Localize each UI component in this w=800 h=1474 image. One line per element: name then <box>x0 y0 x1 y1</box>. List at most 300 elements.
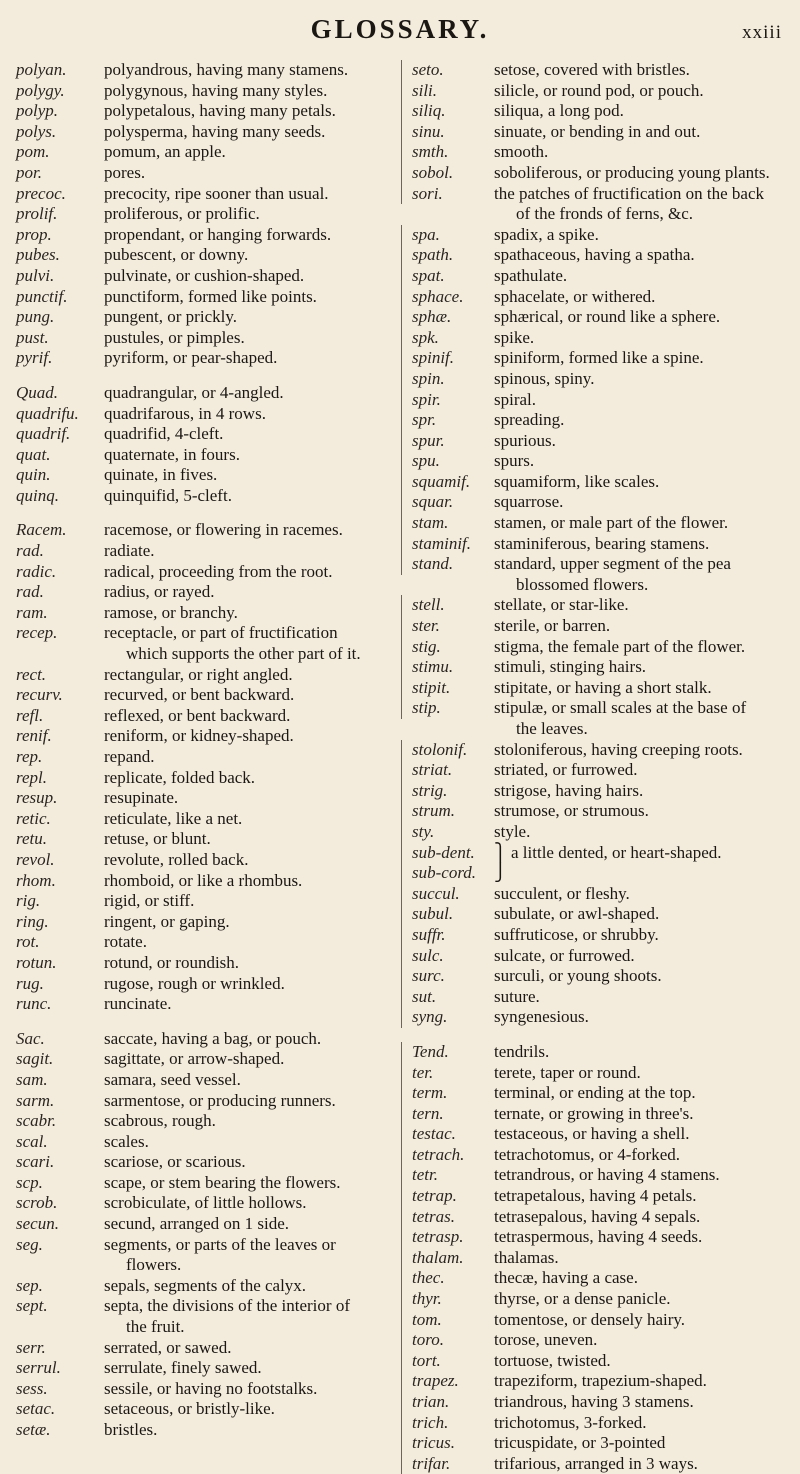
glossary-entry <box>401 1063 794 1084</box>
entry-definition <box>104 1235 401 1276</box>
entry-definition <box>104 768 401 789</box>
entry-abbreviation: sarm. <box>16 1090 55 1110</box>
definition-text: triandrous, having 3 stamens. <box>494 1392 694 1411</box>
definition-text: sphacelate, or withered. <box>494 286 656 306</box>
entry-abbreviation: surc. <box>401 966 494 987</box>
glossary-left-column <box>8 60 401 1474</box>
entry-abbreviation: trifar. <box>401 1454 494 1474</box>
glossary-entry <box>401 925 794 946</box>
definition-text: syngenesious. <box>494 1007 589 1027</box>
entry-abbreviation: punctif. <box>16 286 68 306</box>
entry-definition <box>494 287 794 308</box>
definition-text: rhomboid, or like a rhombus. <box>104 870 303 890</box>
glossary-entry <box>8 768 401 789</box>
entry-abbreviation: secun. <box>16 1214 59 1234</box>
entry-definition <box>104 953 401 974</box>
definition-text: tomentose, or densely hairy. <box>494 1309 686 1329</box>
glossary-entry <box>401 884 794 905</box>
glossary-entry <box>8 850 401 871</box>
page-header <box>0 14 800 54</box>
glossary-entry <box>401 184 794 225</box>
entry-abbreviation: stimu. <box>401 657 494 678</box>
entry-definition <box>104 582 401 603</box>
entry-definition <box>494 987 794 1008</box>
glossary-entry <box>401 781 794 802</box>
entry-abbreviation: sphæ. <box>401 307 494 328</box>
entry-definition <box>104 994 401 1015</box>
entry-abbreviation: precoc. <box>16 183 66 203</box>
page-title: GLOSSARY. <box>310 14 490 44</box>
definition-text: smooth. <box>494 142 549 162</box>
definition-text: testaceous, or having a shell. <box>494 1124 690 1144</box>
entry-definition <box>494 863 794 884</box>
glossary-entry <box>8 101 401 122</box>
glossary-entry <box>8 307 401 328</box>
entry-definition <box>494 1124 794 1145</box>
entry-abbreviation: stip. <box>401 698 494 719</box>
definition-text: setaceous, or bristly-like. <box>104 1399 275 1419</box>
entry-abbreviation: sept. <box>16 1296 48 1316</box>
definition-text: tendrils. <box>494 1041 550 1061</box>
definition-text: rugose, rough or wrinkled. <box>104 973 285 993</box>
definition-text: torose, uneven. <box>494 1330 598 1350</box>
entry-definition <box>494 822 794 843</box>
glossary-entry <box>401 1330 794 1351</box>
glossary-entry <box>8 404 401 425</box>
entry-definition <box>104 101 401 122</box>
entry-definition <box>494 163 794 184</box>
definition-text: spurs. <box>494 451 535 471</box>
entry-abbreviation: sep. <box>16 1275 43 1295</box>
entry-definition <box>104 932 401 953</box>
entry-abbreviation: tom. <box>401 1310 494 1331</box>
glossary-entry <box>401 287 794 308</box>
entry-abbreviation: tetras. <box>401 1207 494 1228</box>
glossary-entry <box>8 1049 401 1070</box>
entry-abbreviation: rhom. <box>16 870 56 890</box>
entry-abbreviation: spinif. <box>401 348 494 369</box>
entry-definition <box>494 1392 794 1413</box>
definition-text: saccate, having a bag, or pouch. <box>104 1028 322 1048</box>
entry-abbreviation: succul. <box>401 884 494 905</box>
definition-text: stimuli, stinging hairs. <box>494 657 647 677</box>
glossary-entry <box>401 1371 794 1392</box>
glossary-entry <box>8 348 401 369</box>
definition-text: radius, or rayed. <box>104 582 215 602</box>
definition-text: suture. <box>494 986 540 1006</box>
entry-definition <box>104 685 401 706</box>
glossary-entry <box>8 726 401 747</box>
entry-abbreviation: retic. <box>16 808 51 828</box>
entry-definition <box>494 1248 794 1269</box>
definition-text: radiate. <box>104 541 155 561</box>
glossary-entry <box>8 142 401 163</box>
entry-abbreviation: trapez. <box>401 1371 494 1392</box>
definition-text: pustules, or pimples. <box>104 327 245 347</box>
glossary-entry <box>401 513 794 534</box>
entry-abbreviation: repl. <box>16 767 48 787</box>
definition-text: pores. <box>104 162 146 182</box>
glossary-entry <box>401 1186 794 1207</box>
entry-definition <box>104 184 401 205</box>
glossary-entry <box>8 1111 401 1132</box>
entry-abbreviation: sphace. <box>401 287 494 308</box>
definition-text: propendant, or hanging forwards. <box>104 224 332 244</box>
entry-definition <box>494 1165 794 1186</box>
entry-definition <box>494 925 794 946</box>
entry-definition <box>494 698 794 739</box>
definition-text: secund, arranged on 1 side. <box>104 1214 290 1234</box>
glossary-entry <box>8 1399 401 1420</box>
entry-abbreviation: pyrif. <box>16 348 53 368</box>
glossary-entry <box>401 225 794 246</box>
definition-text: spiral. <box>494 389 537 409</box>
glossary-entry <box>401 657 794 678</box>
definition-text: punctiform, formed like points. <box>104 286 317 306</box>
entry-definition <box>104 142 401 163</box>
definition-text: ⎫ a little dented, or heart-shaped. <box>494 842 722 862</box>
definition-text: spathulate. <box>494 265 568 285</box>
entry-definition <box>104 245 401 266</box>
entry-abbreviation: siliq. <box>401 101 494 122</box>
entry-abbreviation: serr. <box>16 1337 46 1357</box>
glossary-entry <box>401 637 794 658</box>
definition-text: staminiferous, bearing stamens. <box>494 533 710 553</box>
entry-definition <box>494 595 794 616</box>
definition-text: sepals, segments of the calyx. <box>104 1275 307 1295</box>
entry-definition <box>494 1454 794 1474</box>
entry-definition <box>494 1433 794 1454</box>
glossary-entry <box>401 1433 794 1454</box>
entry-definition <box>104 891 401 912</box>
definition-text: revolute, rolled back. <box>104 849 249 869</box>
glossary-entry <box>8 1173 401 1194</box>
entry-definition <box>494 1186 794 1207</box>
definition-text: reniform, or kidney-shaped. <box>104 726 294 746</box>
entry-abbreviation: striat. <box>401 760 494 781</box>
glossary-entry <box>8 328 401 349</box>
definition-text: bristles. <box>104 1420 158 1439</box>
entry-definition <box>104 1193 401 1214</box>
definition-text: polysperma, having many seeds. <box>104 121 326 141</box>
definition-text: suffruticose, or shrubby. <box>494 924 659 944</box>
entry-definition <box>104 665 401 686</box>
entry-abbreviation: testac. <box>401 1124 494 1145</box>
definition-text: segments, or parts of the leaves or <box>104 1234 336 1254</box>
entry-definition <box>104 328 401 349</box>
entry-abbreviation: sori. <box>401 184 494 205</box>
entry-definition <box>104 912 401 933</box>
entry-definition <box>494 1207 794 1228</box>
entry-abbreviation: thalam. <box>401 1248 494 1269</box>
entry-abbreviation: pulvi. <box>16 265 55 285</box>
entry-abbreviation: rad. <box>16 582 44 602</box>
glossary-entry <box>8 204 401 225</box>
entry-definition <box>494 1330 794 1351</box>
glossary-entry <box>8 891 401 912</box>
entry-definition <box>104 829 401 850</box>
entry-definition <box>104 163 401 184</box>
entry-abbreviation: Sac. <box>16 1028 45 1048</box>
glossary-entry <box>401 472 794 493</box>
definition-text: ternate, or growing in three's. <box>494 1103 694 1123</box>
entry-definition <box>104 1276 401 1297</box>
definition-text: squarrose. <box>494 492 564 512</box>
entry-definition <box>494 225 794 246</box>
glossary-entry <box>8 486 401 507</box>
entry-abbreviation: scp. <box>16 1172 43 1192</box>
entry-definition <box>494 534 794 555</box>
glossary-entry <box>401 1124 794 1145</box>
entry-abbreviation: pung. <box>16 307 55 327</box>
glossary-entry <box>401 678 794 699</box>
glossary-entry <box>8 974 401 995</box>
entry-definition <box>494 1227 794 1248</box>
glossary-entry <box>8 1152 401 1173</box>
entry-definition <box>494 60 794 81</box>
entry-definition <box>494 1042 794 1063</box>
entry-definition <box>494 266 794 287</box>
glossary-entry <box>401 698 794 739</box>
definition-text: sessile, or having no footstalks. <box>104 1378 318 1398</box>
glossary-entry <box>401 1042 794 1063</box>
entry-abbreviation: rotun. <box>16 952 57 972</box>
entry-definition <box>104 81 401 102</box>
glossary-entry <box>8 809 401 830</box>
entry-definition <box>104 287 401 308</box>
entry-abbreviation: quat. <box>16 444 51 464</box>
glossary-entry <box>8 1276 401 1297</box>
entry-definition <box>104 541 401 562</box>
glossary-entry <box>8 953 401 974</box>
definition-text: resupinate. <box>104 788 179 808</box>
entry-definition <box>104 266 401 287</box>
entry-definition <box>494 513 794 534</box>
glossary-entry <box>401 1454 794 1474</box>
entry-abbreviation: Tend. <box>401 1042 494 1063</box>
entry-definition <box>494 1007 794 1028</box>
glossary-entry <box>401 987 794 1008</box>
definition-text: pungent, or prickly. <box>104 307 237 327</box>
entry-definition <box>494 431 794 452</box>
definition-text: standard, upper segment of the pea <box>494 554 731 574</box>
entry-abbreviation: sagit. <box>16 1049 54 1069</box>
entry-abbreviation: sut. <box>401 987 494 1008</box>
entry-definition <box>104 307 401 328</box>
entry-definition <box>104 1091 401 1112</box>
entry-abbreviation: spur. <box>401 431 494 452</box>
entry-definition <box>104 445 401 466</box>
glossary-entry <box>8 1420 401 1441</box>
entry-abbreviation: setæ. <box>16 1420 51 1439</box>
glossary-entry <box>401 266 794 287</box>
definition-text: subulate, or awl-shaped. <box>494 904 660 924</box>
entry-definition <box>494 245 794 266</box>
entry-definition <box>494 369 794 390</box>
glossary-right-column <box>401 60 794 1474</box>
entry-abbreviation: strig. <box>401 781 494 802</box>
definition-text: scape, or stem bearing the flowers. <box>104 1172 341 1192</box>
glossary-entry <box>8 1070 401 1091</box>
entry-definition <box>494 492 794 513</box>
entry-abbreviation: setac. <box>16 1399 56 1419</box>
definition-continuation: the leaves. <box>516 719 588 738</box>
entry-definition <box>494 184 794 225</box>
definition-text: the patches of fructification on the back <box>494 183 764 203</box>
definition-continuation: flowers. <box>126 1255 182 1275</box>
entry-abbreviation: tetrach. <box>401 1145 494 1166</box>
definition-text: surculi, or young shoots. <box>494 966 662 986</box>
glossary-entry <box>8 81 401 102</box>
entry-abbreviation: spin. <box>401 369 494 390</box>
entry-definition <box>104 60 401 81</box>
definition-text: soboliferous, or producing young plants. <box>494 162 770 182</box>
glossary-entry <box>401 451 794 472</box>
entry-definition <box>104 1152 401 1173</box>
definition-text: tricuspidate, or 3-pointed <box>494 1433 666 1453</box>
entry-definition <box>494 81 794 102</box>
definition-text: tortuose, twisted. <box>494 1350 611 1370</box>
definition-text: radical, proceeding from the root. <box>104 561 333 581</box>
glossary-entry <box>401 554 794 595</box>
definition-text: stoloniferous, having creeping roots. <box>494 739 743 759</box>
glossary-entry <box>8 706 401 727</box>
entry-abbreviation: squar. <box>401 492 494 513</box>
definition-text: runcinate. <box>104 994 172 1014</box>
entry-abbreviation: polys. <box>16 121 57 141</box>
entry-definition <box>104 520 401 541</box>
definition-text: stipitate, or having a short stalk. <box>494 677 712 697</box>
entry-abbreviation: polyan. <box>16 60 67 79</box>
definition-text: stipulæ, or small scales at the base of <box>494 698 747 718</box>
glossary-entry <box>8 383 401 404</box>
definition-text: spreading. <box>494 410 565 430</box>
definition-text: pulvinate, or cushion-shaped. <box>104 265 305 285</box>
glossary-entry <box>8 747 401 768</box>
glossary-entry <box>8 1132 401 1153</box>
definition-text: spurious. <box>494 430 556 450</box>
definition-text: sinuate, or bending in and out. <box>494 121 701 141</box>
glossary-entry <box>8 788 401 809</box>
definition-text: trapeziform, trapezium-shaped. <box>494 1371 707 1391</box>
glossary-entry <box>8 1091 401 1112</box>
definition-continuation: which supports the other part of it. <box>126 644 361 664</box>
entry-definition <box>104 1296 401 1337</box>
entry-abbreviation: rot. <box>16 932 40 952</box>
definition-text: rectangular, or right angled. <box>104 664 293 684</box>
glossary-entry <box>8 541 401 562</box>
entry-abbreviation: spat. <box>401 266 494 287</box>
glossary-entry <box>401 369 794 390</box>
glossary-entry <box>401 1165 794 1186</box>
glossary-entry <box>401 328 794 349</box>
definition-text: trifarious, arranged in 3 ways. <box>494 1453 698 1473</box>
entry-abbreviation: scari. <box>16 1152 55 1172</box>
definition-text: polypetalous, having many petals. <box>104 101 336 121</box>
entry-abbreviation: stell. <box>401 595 494 616</box>
definition-text: tetrapetalous, having 4 petals. <box>494 1186 697 1206</box>
glossary-entry <box>8 1193 401 1214</box>
glossary-entry <box>401 1413 794 1434</box>
entry-abbreviation: prolif. <box>16 204 58 224</box>
definition-text: recurved, or bent backward. <box>104 685 295 705</box>
definition-text: quinquifid, 5-cleft. <box>104 485 232 505</box>
entry-abbreviation: renif. <box>16 726 52 746</box>
entry-abbreviation: tern. <box>401 1104 494 1125</box>
definition-text: squamiform, like scales. <box>494 471 660 491</box>
entry-abbreviation: smth. <box>401 142 494 163</box>
glossary-entry <box>401 81 794 102</box>
definition-text: terete, taper or round. <box>494 1062 641 1082</box>
definition-text: scales. <box>104 1131 149 1151</box>
glossary-entry <box>8 603 401 624</box>
definition-text: scariose, or scarious. <box>104 1152 246 1172</box>
entry-definition <box>494 678 794 699</box>
entry-definition <box>494 1083 794 1104</box>
definition-text: sagittate, or arrow-shaped. <box>104 1049 285 1069</box>
definition-text: style. <box>494 821 531 841</box>
entry-abbreviation: por. <box>16 162 42 182</box>
entry-definition <box>494 843 794 864</box>
entry-definition <box>104 706 401 727</box>
entry-definition <box>104 1358 401 1379</box>
entry-definition <box>494 616 794 637</box>
entry-abbreviation: quin. <box>16 465 51 485</box>
glossary-entry <box>401 142 794 163</box>
entry-abbreviation: Racem. <box>16 520 67 540</box>
definition-text: stigma, the female part of the flower. <box>494 636 746 656</box>
entry-abbreviation: stig. <box>401 637 494 658</box>
entry-definition <box>494 781 794 802</box>
definition-text: scabrous, rough. <box>104 1111 216 1131</box>
definition-text: proliferous, or prolific. <box>104 204 260 224</box>
glossary-entry <box>8 266 401 287</box>
definition-text: septa, the divisions of the interior of <box>104 1296 350 1316</box>
entry-abbreviation: spu. <box>401 451 494 472</box>
definition-text: rigid, or stiff. <box>104 891 195 911</box>
entry-abbreviation: scabr. <box>16 1111 57 1131</box>
definition-text: thecæ, having a case. <box>494 1268 638 1288</box>
entry-definition <box>104 1420 401 1441</box>
glossary-entry <box>401 1104 794 1125</box>
entry-definition <box>494 884 794 905</box>
glossary-entry <box>8 520 401 541</box>
definition-text: quinate, in fives. <box>104 465 218 485</box>
entry-abbreviation: serrul. <box>16 1358 61 1378</box>
entry-abbreviation: sam. <box>16 1069 48 1089</box>
entry-abbreviation: rect. <box>16 664 47 684</box>
definition-text: pubescent, or downy. <box>104 245 249 265</box>
definition-text: sulcate, or furrowed. <box>494 945 635 965</box>
glossary-entry <box>401 904 794 925</box>
glossary-entry <box>8 1358 401 1379</box>
glossary-entry <box>8 994 401 1015</box>
entry-definition <box>104 348 401 369</box>
glossary-entry <box>8 122 401 143</box>
glossary-entry <box>401 1227 794 1248</box>
glossary-entry <box>8 245 401 266</box>
entry-abbreviation: prop. <box>16 224 52 244</box>
definition-text: tetrandrous, or having 4 stamens. <box>494 1165 720 1185</box>
glossary-entry <box>8 1379 401 1400</box>
entry-definition <box>104 850 401 871</box>
glossary-entry <box>401 1083 794 1104</box>
glossary-entry <box>8 287 401 308</box>
entry-abbreviation: ram. <box>16 602 48 622</box>
entry-abbreviation: seg. <box>16 1234 43 1254</box>
entry-abbreviation: sub-dent. <box>401 843 494 864</box>
glossary-entry <box>8 465 401 486</box>
